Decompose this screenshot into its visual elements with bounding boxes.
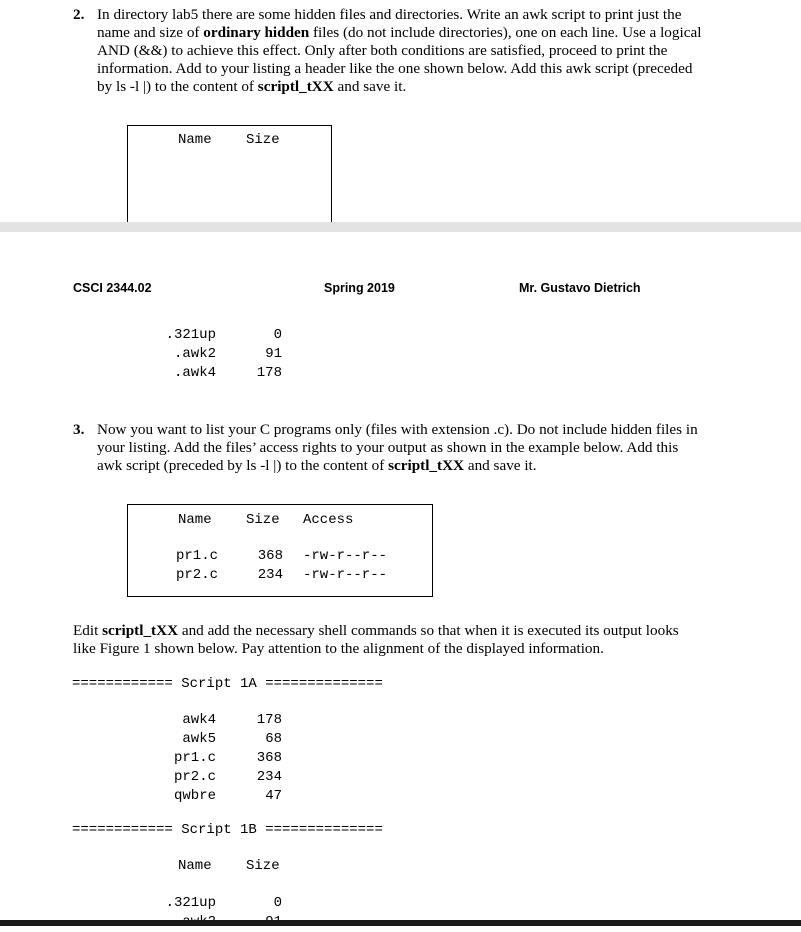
question-3 [73,421,787,475]
question-2-line-5: by ls -l |) to the content of scriptl_tXX and save it. [97,78,407,95]
course-code: CSCI 2344.02 [73,281,152,295]
question-2 [73,6,787,96]
list-item: .321up 0 [165,895,282,911]
list-item: .awk4 178 [173,365,282,381]
edit-instruction [73,622,788,658]
question-2-line-3: AND (&&) to achieve this effect. Only after both conditions are satisfied, proceed to print the [97,42,668,59]
edit-line-2: like Figure 1 shown below. Pay attention to the alignment of the displayed information. [73,640,604,657]
q3-example-box [127,504,433,597]
script-1b-size-header: Size [246,858,280,874]
bottom-edge-bar [0,920,801,926]
script-1b-name-header: Name [178,858,212,874]
table-row: pr1.c 368 -rw-r--r-- [175,548,388,564]
list-item: .awk2 91 [173,346,282,362]
q3-size-header: Size [246,512,280,528]
q2-size-header: Size [246,132,280,148]
q3-access-header: Access [303,512,354,528]
script-1a-banner: ============ Script 1A ============== [72,676,383,692]
script-1b-list [150,894,290,920]
question-2-number: 2. [73,6,85,23]
q2-name-header: Name [178,132,212,148]
script-1a-list [150,711,290,806]
q2-example-box [127,125,332,223]
q3-name-header: Name [178,512,212,528]
question-2-line-4: information. Add to your listing a header like the one shown below. Add this awk script (preceded [97,60,693,77]
instructor: Mr. Gustavo Dietrich [519,281,641,295]
list-item: qwbre 47 [173,788,282,804]
question-3-line-3: awk script (preceded by ls -l |) to the content of scriptl_tXX and save it. [97,457,537,474]
edit-line-1: Edit scriptl_tXX and add the necessary shell commands so that when it is executed its output looks [73,622,679,639]
script-1b-banner: ============ Script 1B ============== [72,822,383,838]
question-3-number: 3. [73,421,85,438]
question-3-line-2: your listing. Add the files’ access rights to your output as shown in the example below. Add this [97,439,679,456]
list-item: .321up 0 [165,327,282,343]
question-2-line-2: name and size of ordinary hidden files (do not include directories), one on each line. Use a logical [97,24,702,41]
list-item: awk5 68 [182,731,282,747]
question-2-line-1: In directory lab5 there are some hidden files and directories. Write an awk script to print just the [97,6,682,23]
list-item: pr2.c 234 [173,769,282,785]
table-row: pr2.c 234 -rw-r--r-- [175,567,388,583]
list-item: awk4 178 [182,712,282,728]
term: Spring 2019 [324,281,395,295]
question-3-line-1: Now you want to list your C programs only (files with extension .c). Do not include hidden files in [97,421,698,438]
page-break [0,222,801,232]
list-item: pr1.c 368 [173,750,282,766]
q2-output-list [150,326,290,383]
